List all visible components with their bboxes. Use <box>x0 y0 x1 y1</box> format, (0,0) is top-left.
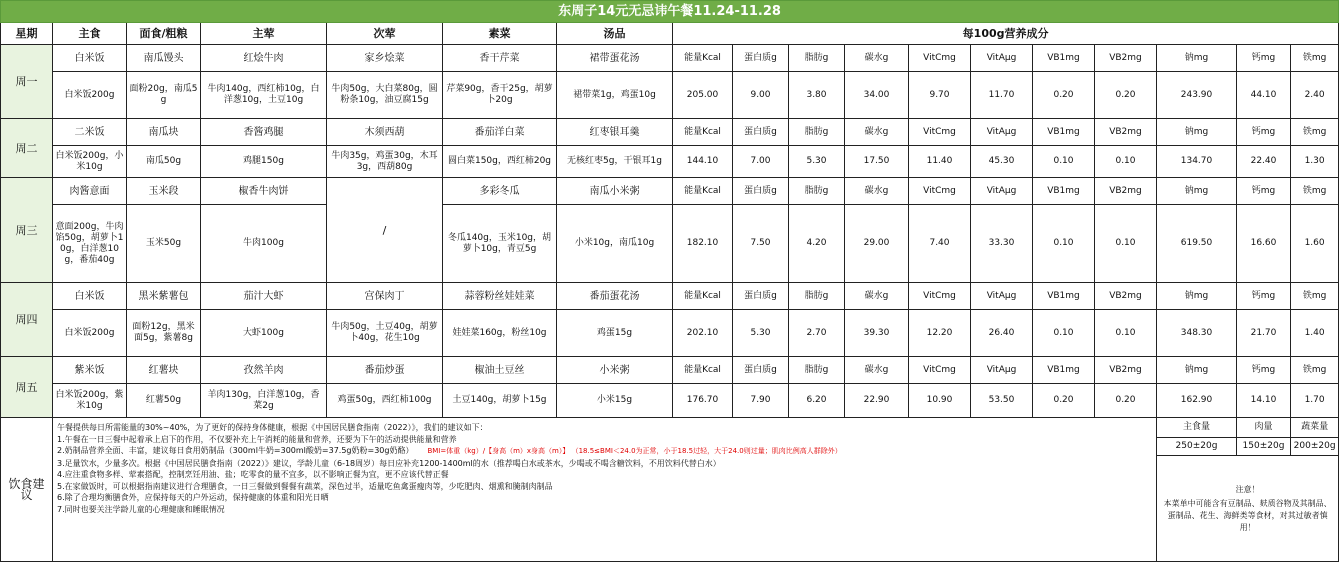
staple-ingredients: 白米饭200g，紫米10g <box>53 384 127 418</box>
nutrient-label: 蛋白质g <box>733 178 789 205</box>
side-dish-ingredients: 牛肉50g，土豆40g，胡萝卜40g，花生10g <box>327 310 443 357</box>
advice-item: 3.足量饮水，少量多次。根据《中国居民膳食指南（2022）》建议，学龄儿童（6-18周岁）每日应补充1200-1400ml的水（推荐喝白水或茶水，少喝或不喝含糖饮料，不用饮料代替白水） <box>57 458 721 468</box>
nutrient-label: VB2mg <box>1095 178 1157 205</box>
pastry-name: 黑米紫薯包 <box>127 283 201 310</box>
nutrient-label: VitAμg <box>971 45 1033 72</box>
soup-name: 裙带蛋花汤 <box>557 45 673 72</box>
nutrient-label: 铁mg <box>1291 45 1339 72</box>
staple-name: 二米饭 <box>53 119 127 146</box>
nutrient-value: 5.30 <box>789 146 845 178</box>
nutrient-label: 能量Kcal <box>673 357 733 384</box>
portion-header: 蔬菜量 <box>1291 418 1339 438</box>
menu-title: 东周子14元无忌讳午餐11.24-11.28 <box>1 1 1339 23</box>
day-label: 周三 <box>1 178 53 283</box>
nutrient-label: VitAμg <box>971 178 1033 205</box>
pastry-name: 玉米段 <box>127 178 201 205</box>
allergy-notice <box>1157 456 1339 562</box>
nutrient-value: 21.70 <box>1237 310 1291 357</box>
veg-dish-name: 蒜蓉粉丝娃娃菜 <box>443 283 557 310</box>
nutrient-value: 205.00 <box>673 72 733 119</box>
nutrient-label: VB2mg <box>1095 357 1157 384</box>
staple-name: 紫米饭 <box>53 357 127 384</box>
nutrient-label: 钠mg <box>1157 178 1237 205</box>
main-dish-name: 香酱鸡腿 <box>201 119 327 146</box>
nutrient-value: 3.80 <box>789 72 845 119</box>
nutrient-value: 144.10 <box>673 146 733 178</box>
soup-name: 小米粥 <box>557 357 673 384</box>
nutrient-label: VB1mg <box>1033 283 1095 310</box>
nutrient-value: 9.00 <box>733 72 789 119</box>
nutrient-label: 脂肪g <box>789 119 845 146</box>
nutrient-label: 蛋白质g <box>733 119 789 146</box>
veg-dish-name: 香干芹菜 <box>443 45 557 72</box>
nutrient-value: 22.40 <box>1237 146 1291 178</box>
veg-dish-ingredients: 冬瓜140g，玉米10g，胡萝卜10g，青豆5g <box>443 205 557 283</box>
advice-item: 6.除了合理均衡膳食外，应保持每天的户外运动，保持健康的体重和阳光日晒 <box>57 493 329 502</box>
advice-item: 1.午餐在一日三餐中起着承上启下的作用，不仅要补充上午消耗的能量和营养，还要为下午的活动提供能量和营养 <box>57 434 457 444</box>
nutrient-value: 11.70 <box>971 72 1033 119</box>
nutrient-value: 0.10 <box>1033 310 1095 357</box>
day-label: 周五 <box>1 357 53 418</box>
nutrient-value: 39.30 <box>845 310 909 357</box>
nutrient-value: 202.10 <box>673 310 733 357</box>
pastry-ingredients: 南瓜50g <box>127 146 201 178</box>
veg-dish-ingredients: 芹菜90g，香干25g，胡萝卜20g <box>443 72 557 119</box>
header-main: 主荤 <box>201 23 327 45</box>
nutrient-label: 钙mg <box>1237 357 1291 384</box>
nutrient-label: VB1mg <box>1033 357 1095 384</box>
nutrient-value: 7.40 <box>909 205 971 283</box>
nutrient-value: 16.60 <box>1237 205 1291 283</box>
soup-ingredients: 小米15g <box>557 384 673 418</box>
nutrient-label: 钙mg <box>1237 45 1291 72</box>
nutrient-label: 钙mg <box>1237 283 1291 310</box>
nutrient-value: 0.20 <box>1095 384 1157 418</box>
nutrient-label: VitAμg <box>971 119 1033 146</box>
nutrient-value: 45.30 <box>971 146 1033 178</box>
nutrient-label: 脂肪g <box>789 45 845 72</box>
nutrient-value: 7.00 <box>733 146 789 178</box>
pastry-name: 红薯块 <box>127 357 201 384</box>
nutrient-label: 铁mg <box>1291 283 1339 310</box>
staple-ingredients: 意面200g，牛肉馅50g，胡萝卜10g，白洋葱10g，番茄40g <box>53 205 127 283</box>
nutrient-label: VitAμg <box>971 357 1033 384</box>
main-dish-ingredients: 牛肉100g <box>201 205 327 283</box>
nutrient-value: 9.70 <box>909 72 971 119</box>
side-dish-name: 木须西葫 <box>327 119 443 146</box>
pastry-name: 南瓜块 <box>127 119 201 146</box>
nutrient-label: 铁mg <box>1291 357 1339 384</box>
nutrient-label: VB2mg <box>1095 119 1157 146</box>
nutrient-label: VB1mg <box>1033 45 1095 72</box>
nutrient-label: VitCmg <box>909 283 971 310</box>
nutrient-value: 134.70 <box>1157 146 1237 178</box>
nutrient-value: 7.50 <box>733 205 789 283</box>
advice-text <box>53 418 1157 562</box>
nutrient-label: 碳水g <box>845 357 909 384</box>
header-veg: 素菜 <box>443 23 557 45</box>
veg-dish-name: 椒油土豆丝 <box>443 357 557 384</box>
nutrient-label: VitCmg <box>909 178 971 205</box>
advice-item: 4.应注重食物多样、荤素搭配，控制烹饪用油、盐；吃零食的量不宜多，以不影响正餐为宜，更不应该代替正餐 <box>57 470 449 479</box>
header-soup: 汤品 <box>557 23 673 45</box>
nutrient-value: 0.10 <box>1033 146 1095 178</box>
nutrient-value: 11.40 <box>909 146 971 178</box>
main-dish-ingredients: 羊肉130g，白洋葱10g，香菜2g <box>201 384 327 418</box>
nutrient-value: 0.10 <box>1095 205 1157 283</box>
nutrient-value: 182.10 <box>673 205 733 283</box>
day-label: 周四 <box>1 283 53 357</box>
nutrient-label: VB2mg <box>1095 283 1157 310</box>
nutrient-value: 619.50 <box>1157 205 1237 283</box>
nutrient-value: 0.20 <box>1033 384 1095 418</box>
veg-dish-ingredients: 娃娃菜160g，粉丝10g <box>443 310 557 357</box>
header-pastry: 面食/粗粮 <box>127 23 201 45</box>
nutrient-label: VB1mg <box>1033 178 1095 205</box>
soup-name: 南瓜小米粥 <box>557 178 673 205</box>
nutrient-label: 钠mg <box>1157 357 1237 384</box>
staple-name: 白米饭 <box>53 45 127 72</box>
soup-ingredients: 无核红枣5g，干银耳1g <box>557 146 673 178</box>
nutrient-value: 348.30 <box>1157 310 1237 357</box>
nutrient-value: 0.10 <box>1033 205 1095 283</box>
header-side: 次荤 <box>327 23 443 45</box>
nutrient-value: 0.10 <box>1095 146 1157 178</box>
side-dish-name: 家乡烩菜 <box>327 45 443 72</box>
nutrient-value: 176.70 <box>673 384 733 418</box>
portion-value: 200±20g <box>1291 438 1339 456</box>
advice-item: 5.在家做饭时，可以根据指南建议进行合理膳食，一日三餐做到餐餐有蔬菜，深色过半，适量吃鱼禽蛋瘦肉等，少吃肥肉、烟熏和腌制肉制品 <box>57 481 553 491</box>
veg-dish-ingredients: 圆白菜150g，西红柿20g <box>443 146 557 178</box>
portion-header: 肉量 <box>1237 418 1291 438</box>
nutrient-value: 26.40 <box>971 310 1033 357</box>
nutrient-value: 14.10 <box>1237 384 1291 418</box>
veg-dish-name: 番茄洋白菜 <box>443 119 557 146</box>
notice-title: 注意！ <box>1235 484 1260 494</box>
main-dish-name: 椒香牛肉饼 <box>201 178 327 205</box>
nutrient-value: 1.60 <box>1291 205 1339 283</box>
soup-ingredients: 裙带菜1g，鸡蛋10g <box>557 72 673 119</box>
portion-header: 主食量 <box>1157 418 1237 438</box>
side-dish-name: 宫保肉丁 <box>327 283 443 310</box>
nutrient-value: 6.20 <box>789 384 845 418</box>
side-dish-ingredients: 鸡蛋50g，西红柿100g <box>327 384 443 418</box>
header-day: 星期 <box>1 23 53 45</box>
nutrient-label: VB1mg <box>1033 119 1095 146</box>
pastry-ingredients: 面粉20g，南瓜5g <box>127 72 201 119</box>
side-dish-name: / <box>327 178 443 283</box>
nutrient-value: 0.20 <box>1033 72 1095 119</box>
nutrient-value: 12.20 <box>909 310 971 357</box>
nutrient-label: 碳水g <box>845 45 909 72</box>
pastry-ingredients: 红薯50g <box>127 384 201 418</box>
nutrient-value: 7.90 <box>733 384 789 418</box>
main-dish-ingredients: 大虾100g <box>201 310 327 357</box>
portion-value: 250±20g <box>1157 438 1237 456</box>
nutrient-label: 脂肪g <box>789 178 845 205</box>
advice-item: 2.奶制品营养全面、丰富，建议每日食用奶制品（300ml牛奶=300ml酸奶=37.5g奶粉=30g奶酪） BMI=体重（kg）/【身高（m）x身高（m）】 （18.5≤BMI＜24.0为正常，小于18.5过轻，大于24.0则过量；肌肉比例高人群除外） <box>57 446 842 455</box>
portion-value: 150±20g <box>1237 438 1291 456</box>
veg-dish-name: 多彩冬瓜 <box>443 178 557 205</box>
nutrient-label: 碳水g <box>845 119 909 146</box>
day-label: 周一 <box>1 45 53 119</box>
staple-ingredients: 白米饭200g，小米10g <box>53 146 127 178</box>
staple-name: 白米饭 <box>53 283 127 310</box>
nutrient-value: 0.20 <box>1095 72 1157 119</box>
nutrient-value: 1.70 <box>1291 384 1339 418</box>
soup-name: 红枣银耳羹 <box>557 119 673 146</box>
nutrient-label: VitAμg <box>971 283 1033 310</box>
advice-label: 饮食建议 <box>1 418 53 562</box>
veg-dish-ingredients: 土豆140g，胡萝卜15g <box>443 384 557 418</box>
nutrient-value: 53.50 <box>971 384 1033 418</box>
nutrient-label: VitCmg <box>909 119 971 146</box>
nutrient-label: VitCmg <box>909 357 971 384</box>
nutrient-value: 44.10 <box>1237 72 1291 119</box>
staple-name: 肉酱意面 <box>53 178 127 205</box>
soup-ingredients: 鸡蛋15g <box>557 310 673 357</box>
nutrient-label: VitCmg <box>909 45 971 72</box>
nutrient-label: 能量Kcal <box>673 283 733 310</box>
main-dish-name: 红烩牛肉 <box>201 45 327 72</box>
nutrient-label: 能量Kcal <box>673 178 733 205</box>
nutrient-value: 2.40 <box>1291 72 1339 119</box>
nutrient-label: VB2mg <box>1095 45 1157 72</box>
main-dish-ingredients: 鸡腿150g <box>201 146 327 178</box>
side-dish-name: 番茄炒蛋 <box>327 357 443 384</box>
side-dish-ingredients: 牛肉35g，鸡蛋30g，木耳3g，西葫80g <box>327 146 443 178</box>
staple-ingredients: 白米饭200g <box>53 72 127 119</box>
nutrient-label: 蛋白质g <box>733 45 789 72</box>
staple-ingredients: 白米饭200g <box>53 310 127 357</box>
nutrient-value: 2.70 <box>789 310 845 357</box>
nutrient-label: 钠mg <box>1157 283 1237 310</box>
nutrient-label: 钙mg <box>1237 119 1291 146</box>
soup-ingredients: 小米10g，南瓜10g <box>557 205 673 283</box>
nutrient-value: 10.90 <box>909 384 971 418</box>
side-dish-ingredients: 牛肉50g，大白菜80g，圆粉条10g，油豆腐15g <box>327 72 443 119</box>
main-dish-ingredients: 牛肉140g，西红柿10g，白洋葱10g，土豆10g <box>201 72 327 119</box>
nutrient-value: 162.90 <box>1157 384 1237 418</box>
nutrient-value: 17.50 <box>845 146 909 178</box>
nutrient-value: 4.20 <box>789 205 845 283</box>
header-nutrition: 每100g营养成分 <box>673 23 1339 45</box>
main-dish-name: 茄汁大虾 <box>201 283 327 310</box>
nutrient-label: 脂肪g <box>789 357 845 384</box>
pastry-ingredients: 玉米50g <box>127 205 201 283</box>
nutrient-label: 钙mg <box>1237 178 1291 205</box>
nutrient-label: 脂肪g <box>789 283 845 310</box>
nutrient-label: 蛋白质g <box>733 283 789 310</box>
nutrient-value: 29.00 <box>845 205 909 283</box>
nutrient-label: 铁mg <box>1291 178 1339 205</box>
nutrient-value: 0.10 <box>1095 310 1157 357</box>
header-staple: 主食 <box>53 23 127 45</box>
nutrient-value: 34.00 <box>845 72 909 119</box>
soup-name: 番茄蛋花汤 <box>557 283 673 310</box>
nutrient-label: 钠mg <box>1157 45 1237 72</box>
main-dish-name: 孜然羊肉 <box>201 357 327 384</box>
nutrient-label: 钠mg <box>1157 119 1237 146</box>
notice-text: 本菜单中可能含有豆制品、麸质谷物及其制品、蛋制品、花生、海鲜类等食材，对其过敏者慎用！ <box>1163 498 1332 532</box>
nutrient-value: 5.30 <box>733 310 789 357</box>
bmi-note: BMI=体重（kg）/【身高（m）x身高（m）】 （18.5≤BMI＜24.0为正常，小于18.5过轻，大于24.0则过量；肌肉比例高人群除外） <box>427 447 842 455</box>
nutrient-value: 1.30 <box>1291 146 1339 178</box>
nutrient-label: 能量Kcal <box>673 119 733 146</box>
pastry-name: 南瓜馒头 <box>127 45 201 72</box>
nutrient-label: 能量Kcal <box>673 45 733 72</box>
nutrient-label: 碳水g <box>845 283 909 310</box>
nutrient-value: 1.40 <box>1291 310 1339 357</box>
nutrient-value: 22.90 <box>845 384 909 418</box>
advice-intro: 午餐提供每日所需能量的30%~40%，为了更好的保持身体健康，根据《中国居民膳食指南（2022）》，我们的建议如下： <box>57 423 488 432</box>
nutrient-label: 蛋白质g <box>733 357 789 384</box>
nutrient-label: 碳水g <box>845 178 909 205</box>
nutrient-label: 铁mg <box>1291 119 1339 146</box>
day-label: 周二 <box>1 119 53 178</box>
advice-item: 7.同时也要关注学龄儿童的心理健康和睡眠情况 <box>57 504 225 514</box>
pastry-ingredients: 面粉12g，黑米面5g，紫薯8g <box>127 310 201 357</box>
nutrient-value: 243.90 <box>1157 72 1237 119</box>
nutrient-value: 33.30 <box>971 205 1033 283</box>
